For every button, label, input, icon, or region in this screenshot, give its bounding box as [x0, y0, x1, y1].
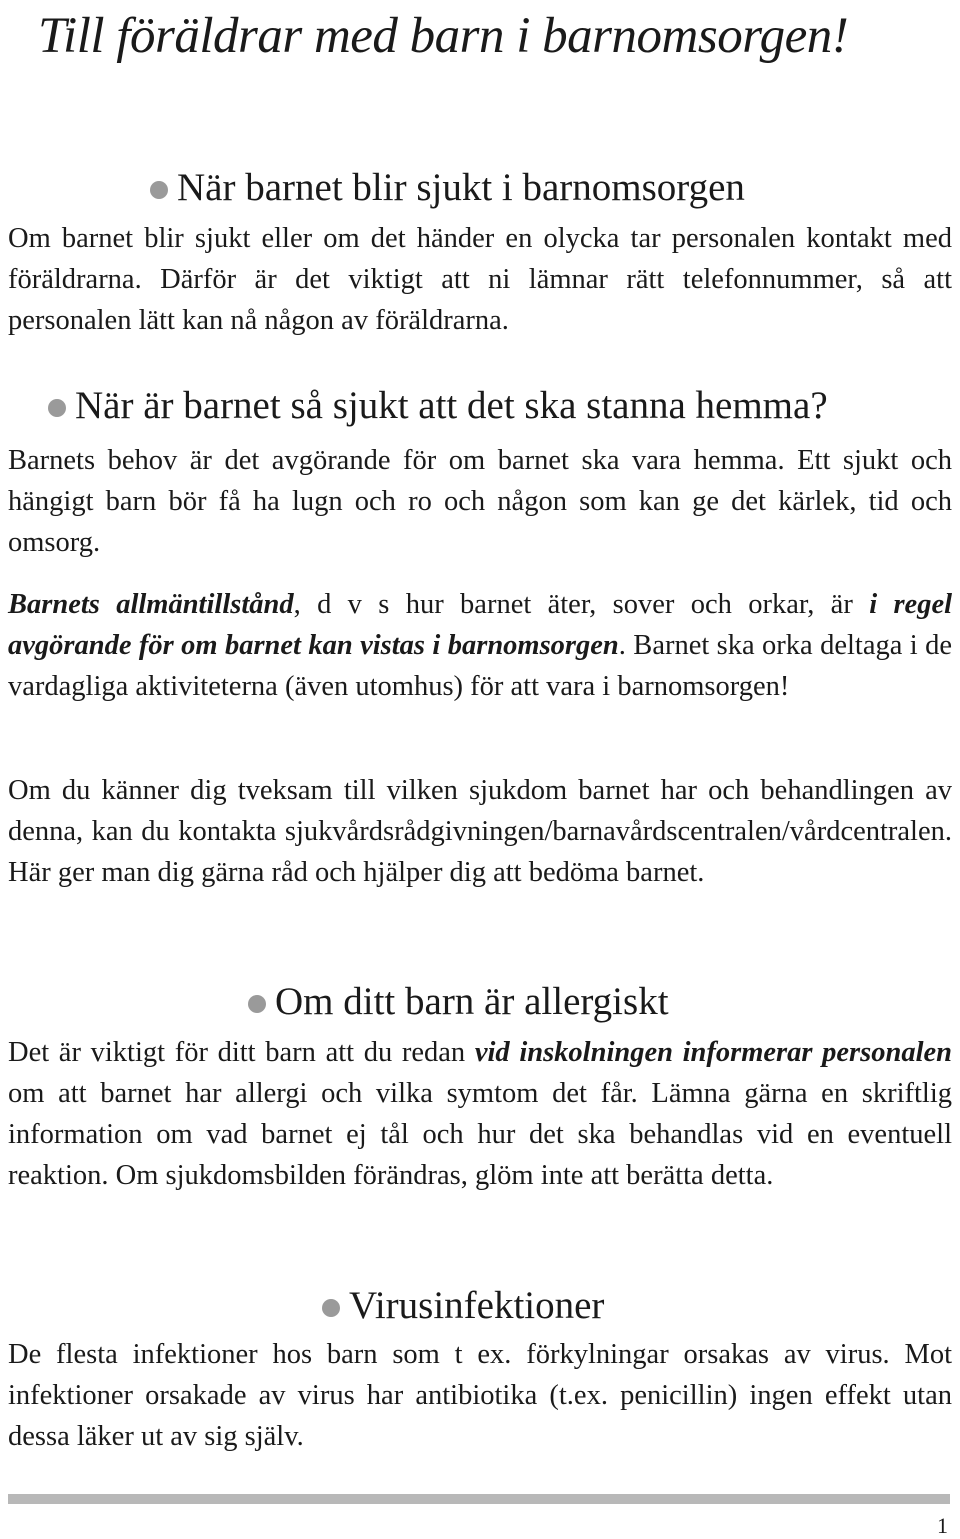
- section-heading-text: När barnet blir sjukt i barnomsorgen: [177, 166, 745, 209]
- bullet-icon: [48, 399, 66, 417]
- paragraph-text: . Barnet ska orka deltaga i de vardagliga aktiviteterna (även utomhus) för att vara i barnomsorgen!: [8, 630, 953, 702]
- footer-rule: [8, 1494, 950, 1504]
- paragraph-virus: De flesta infektioner hos barn som t ex. förkylningar orsakas av virus. Mot infektioner orsakade av virus har antibiotika (t.ex. penicillin) ingen effekt utan dessa läker ut av sig själv.: [8, 1339, 952, 1452]
- paragraph-text: , d v s hur barnet äter, sover och orkar, är: [293, 589, 870, 620]
- section-heading-text: Om ditt barn är allergiskt: [275, 980, 669, 1023]
- section-heading-sick-in-care: [150, 164, 745, 212]
- page-title: Till föräldrar med barn i barnomsorgen!: [38, 8, 849, 64]
- emphasis-text: vid inskolningen informerar personalen: [474, 1037, 952, 1068]
- section-heading-text: Virusinfektioner: [349, 1284, 605, 1327]
- paragraph-general-condition: [8, 584, 952, 707]
- bullet-icon: [248, 995, 266, 1013]
- section-heading-virus: [322, 1282, 604, 1330]
- emphasis-text: i regel avgörande för om barnet kan vistas i barnomsorgen: [8, 589, 953, 661]
- section-heading-allergy: [248, 978, 669, 1026]
- bullet-icon: [150, 181, 168, 199]
- paragraph-text: Det är viktigt för ditt barn att du redan: [8, 1037, 475, 1068]
- paragraph-contact-advice: Om du känner dig tveksam till vilken sjukdom barnet har och behandlingen av denna, kan du kontakta sjukvårdsrådgivningen/barnavårdscentralen/vårdcentralen. Här ger man dig gärna råd och hjälper dig att bedöma barnet.: [8, 775, 952, 888]
- paragraph-sick-in-care: Om barnet blir sjukt eller om det händer en olycka tar personalen kontakt med föräldrarna. Därför är det viktigt att ni lämnar rätt telefonnummer, så att personalen lätt kan nå någon av föräldrarna.: [8, 223, 952, 336]
- emphasis-text: Barnets allmäntillstånd: [8, 589, 294, 620]
- paragraph-child-needs: Barnets behov är det avgörande för om barnet ska vara hemma. Ett sjukt och hängigt barn bör få ha lugn och ro och någon som kan ge det kärlek, tid och omsorg.: [8, 445, 952, 558]
- bullet-icon: [322, 1299, 340, 1317]
- section-heading-when-stay-home: [48, 382, 828, 430]
- paragraph-text: om att barnet har allergi och vilka symtom det får. Lämna gärna en skriftlig information om vad barnet ej tål och hur det ska behandlas vid en eventuell reaktion. Om sjukdomsbilden förändras, glöm inte att berätta detta.: [8, 1078, 952, 1191]
- paragraph-allergy: [8, 1032, 952, 1196]
- page-number: 1: [937, 1513, 948, 1538]
- section-heading-text: När är barnet så sjukt att det ska stanna hemma?: [75, 384, 828, 427]
